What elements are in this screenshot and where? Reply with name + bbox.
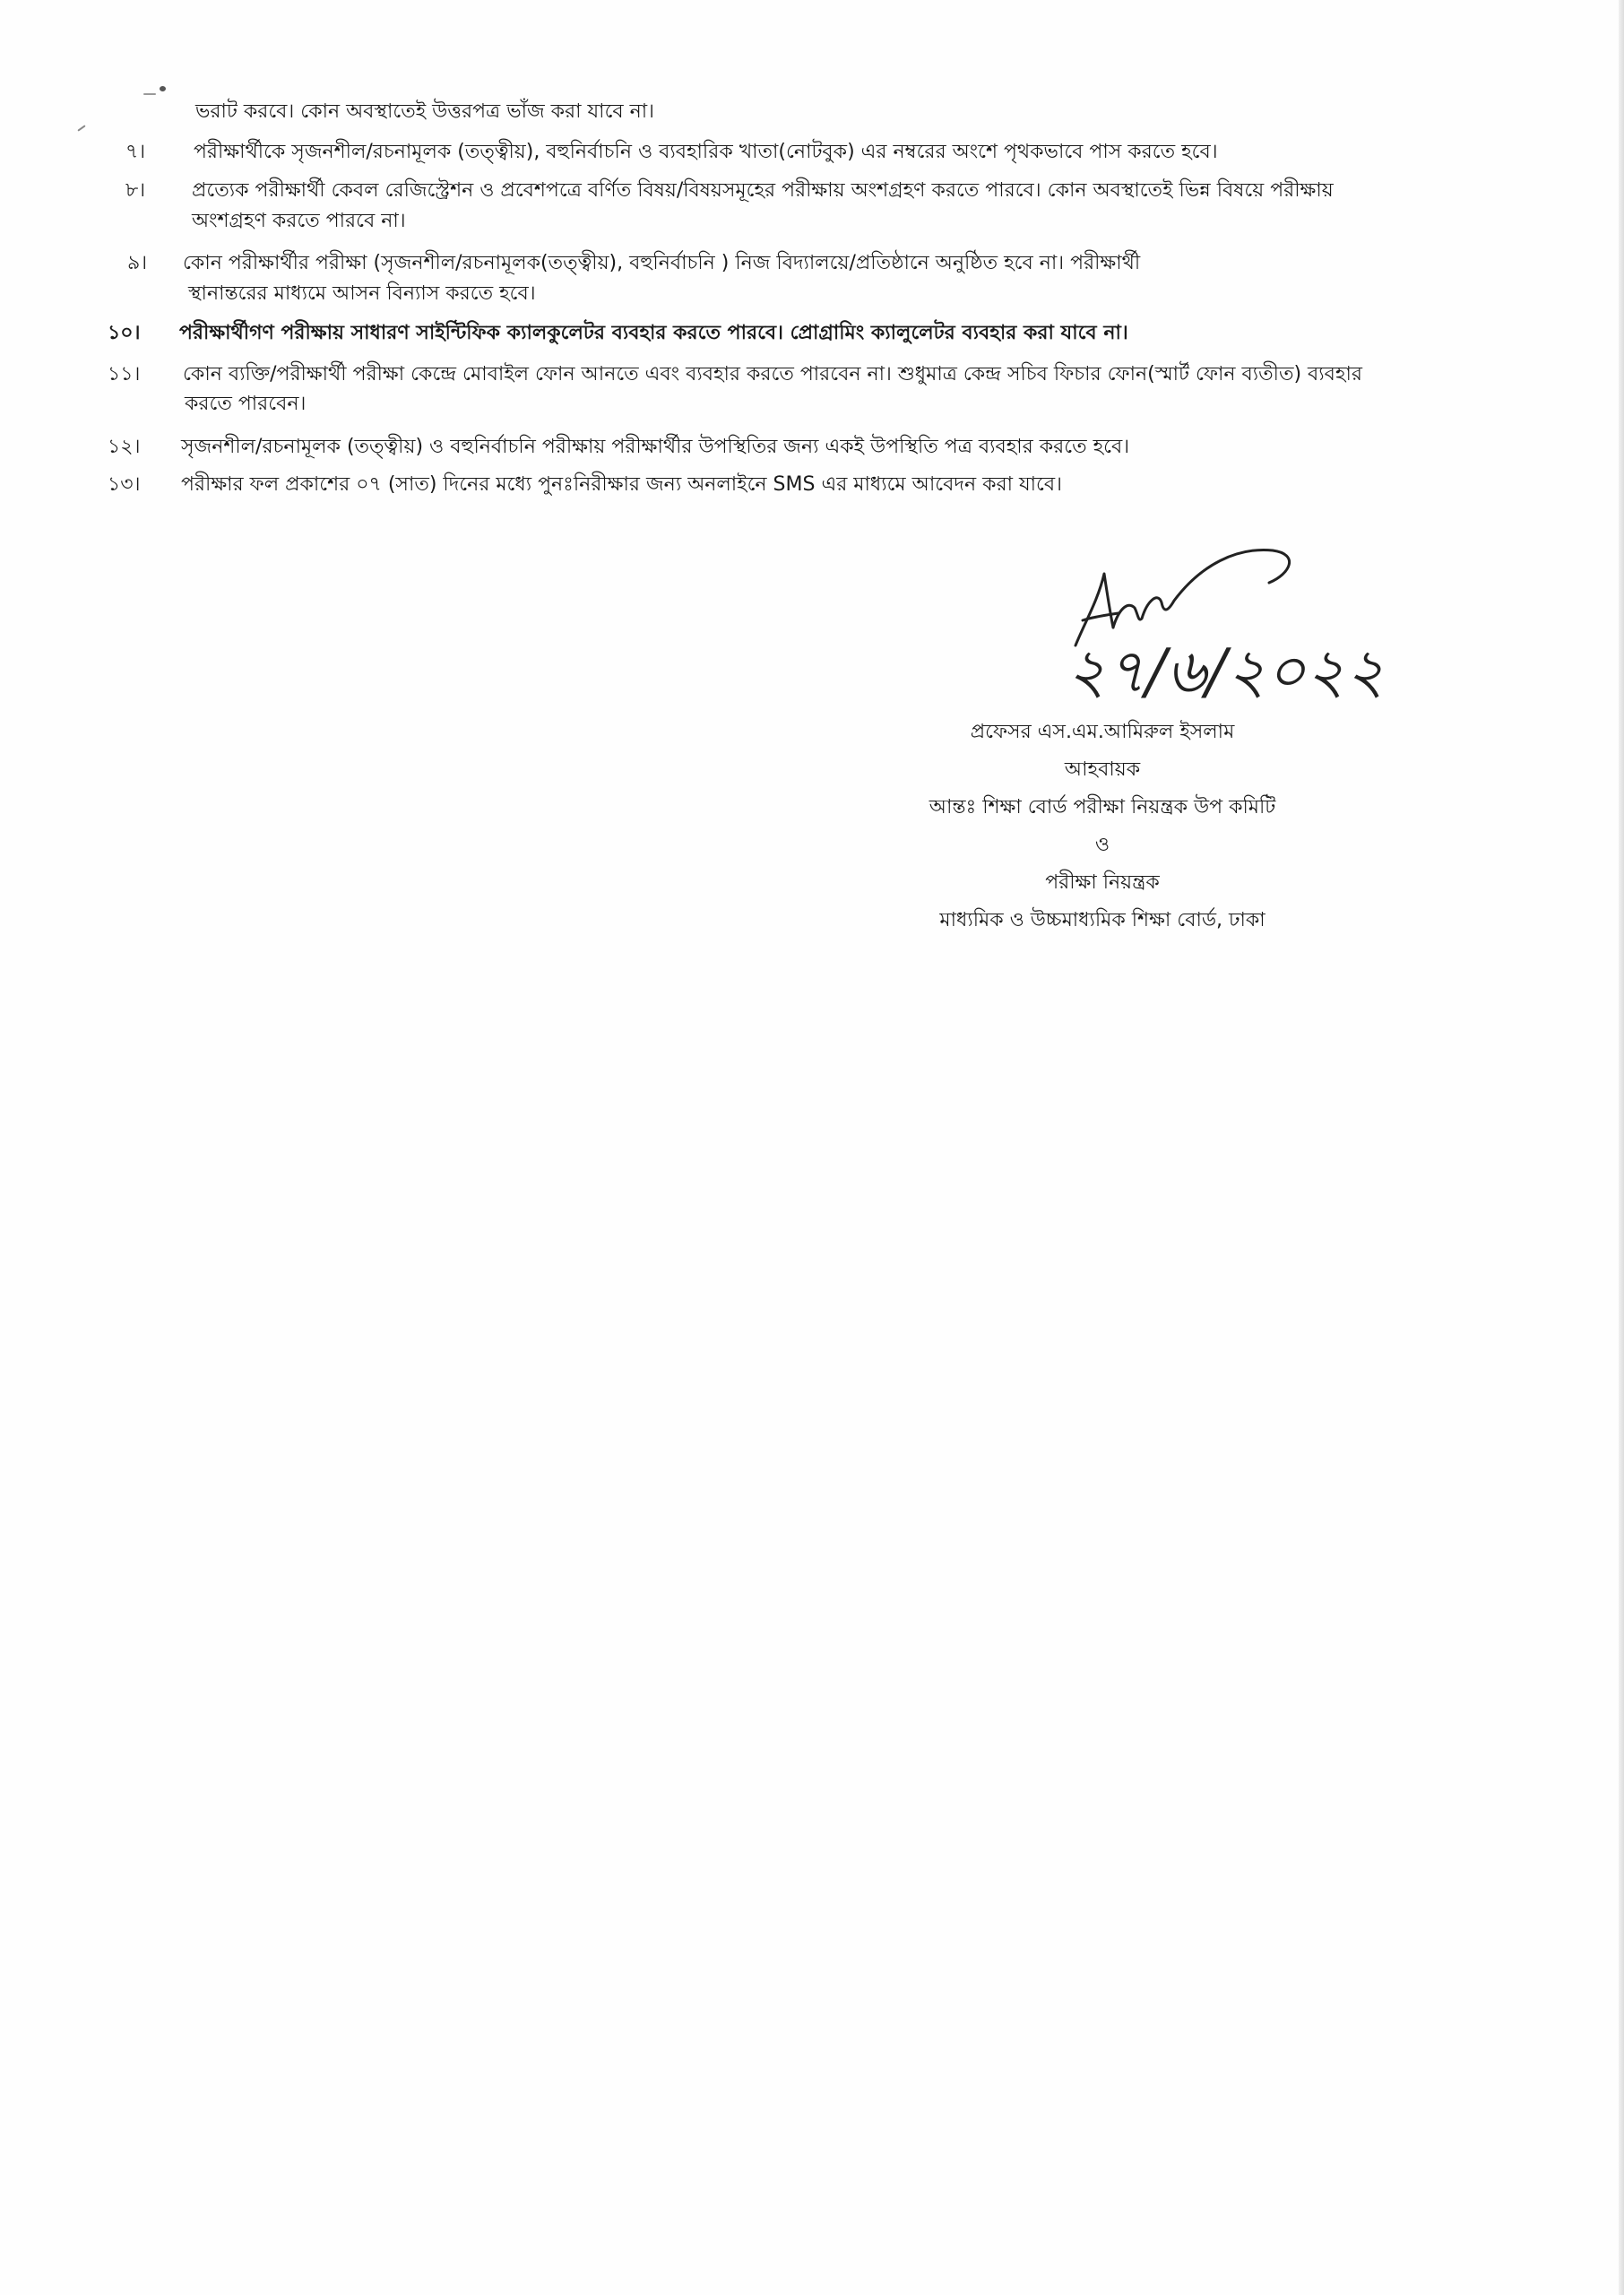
item-11-line-1: কোন ব্যক্তি/পরীক্ষার্থী পরীক্ষা কেন্দ্রে মোবাইল ফোন আনতে এবং ব্যবহার করতে পারবেন না। শুধুমাত্র কেন্দ্র সচিব ফিচার ফোন(স্মার্ট ফোন ব্যতীত) ব্যবহার <box>183 363 1362 385</box>
item-0-line-1: ভরাট করবে। কোন অবস্থাতেই উত্তরপত্র ভাঁজ করা যাবে না। <box>195 100 655 123</box>
item-8-line-1: প্রত্যেক পরীক্ষার্থী কেবল রেজিস্ট্রেশন ও প্রবেশপত্রে বর্ণিত বিষয়/বিষয়সমূহের পরীক্ষায় অংশগ্রহণ করতে পারবে। কোন অবস্থাতেই ভিন্ন বিষয়ে পরীক্ষায় <box>192 179 1334 202</box>
signature-block <box>860 719 1344 945</box>
item-13-line-1: পরীক্ষার ফল প্রকাশের ০৭ (সাত) দিনের মধ্যে পুনঃনিরীক্ষার জন্য অনলাইনে SMS এর মাধ্যমে আবেদন করা যাবে। <box>181 473 1062 496</box>
signatory-role-convener: আহবায়ক <box>1064 758 1141 781</box>
item-11-number: ১১। <box>108 363 141 385</box>
signatory-conjunction: ও <box>1094 834 1110 856</box>
item-9-line-2: স্থানান্তরের মাধ্যমে আসন বিন্যাস করতে হবে। <box>188 282 536 305</box>
handwritten-date: ২৭/৬/২০২২ <box>1067 637 1386 707</box>
item-10-line-1: পরীক্ষার্থীগণ পরীক্ষায় সাধারণ সাইন্টিফিক ক্যালকুলেটর ব্যবহার করতে পারবে। প্রোগ্রামিং ক্যালুলেটর ব্যবহার করা যাবে না। <box>179 322 1128 344</box>
scan-speck <box>77 125 85 131</box>
signatory-role-controller: পরীক্ষা নিয়ন্ত্রক <box>1045 871 1160 894</box>
scan-speck <box>143 93 156 95</box>
item-12-line-1: সৃজনশীল/রচনামূলক (তত্ত্বীয়) ও বহুনির্বাচনি পরীক্ষায় পরীক্ষার্থীর উপস্থিতির জন্য একই উপস্থিতি পত্র ব্যবহার করতে হবে। <box>181 436 1130 458</box>
item-9-number: ৯। <box>127 252 148 274</box>
item-11-line-2: করতে পারবেন। <box>185 393 307 415</box>
signatory-organization: মাধ্যমিক ও উচ্চমাধ্যমিক শিক্ষা বোর্ড, ঢাকা <box>939 909 1266 931</box>
item-10-number: ১০। <box>108 322 141 344</box>
signatory-name: প্রফেসর এস.এম.আমিরুল ইসলাম <box>970 721 1235 743</box>
scan-speck <box>160 86 166 91</box>
item-8-line-2: অংশগ্রহণ করতে পারবে না। <box>192 210 406 232</box>
item-7-line-1: পরীক্ষার্থীকে সৃজনশীল/রচনামূলক (তত্ত্বীয়), বহুনির্বাচনি ও ব্যবহারিক খাতা(নোটবুক) এর নম্বরের অংশে পৃথকভাবে পাস করতে হবে। <box>194 141 1218 163</box>
item-7-number: ৭। <box>125 141 146 163</box>
scan-edge <box>1619 0 1624 2295</box>
item-13-number: ১৩। <box>108 473 141 496</box>
item-8-number: ৮। <box>125 179 146 202</box>
item-12-number: ১২। <box>108 436 141 458</box>
item-9-line-1: কোন পরীক্ষার্থীর পরীক্ষা (সৃজনশীল/রচনামূলক(তত্ত্বীয়), বহুনির্বাচনি ) নিজ বিদ্যালয়ে/প্রতিষ্ঠানে অনুষ্ঠিত হবে না। পরীক্ষার্থী <box>183 252 1141 274</box>
handwritten-signature <box>1004 538 1434 708</box>
signatory-committee: আন্তঃ শিক্ষা বোর্ড পরীক্ষা নিয়ন্ত্রক উপ কমিটি <box>929 796 1276 818</box>
